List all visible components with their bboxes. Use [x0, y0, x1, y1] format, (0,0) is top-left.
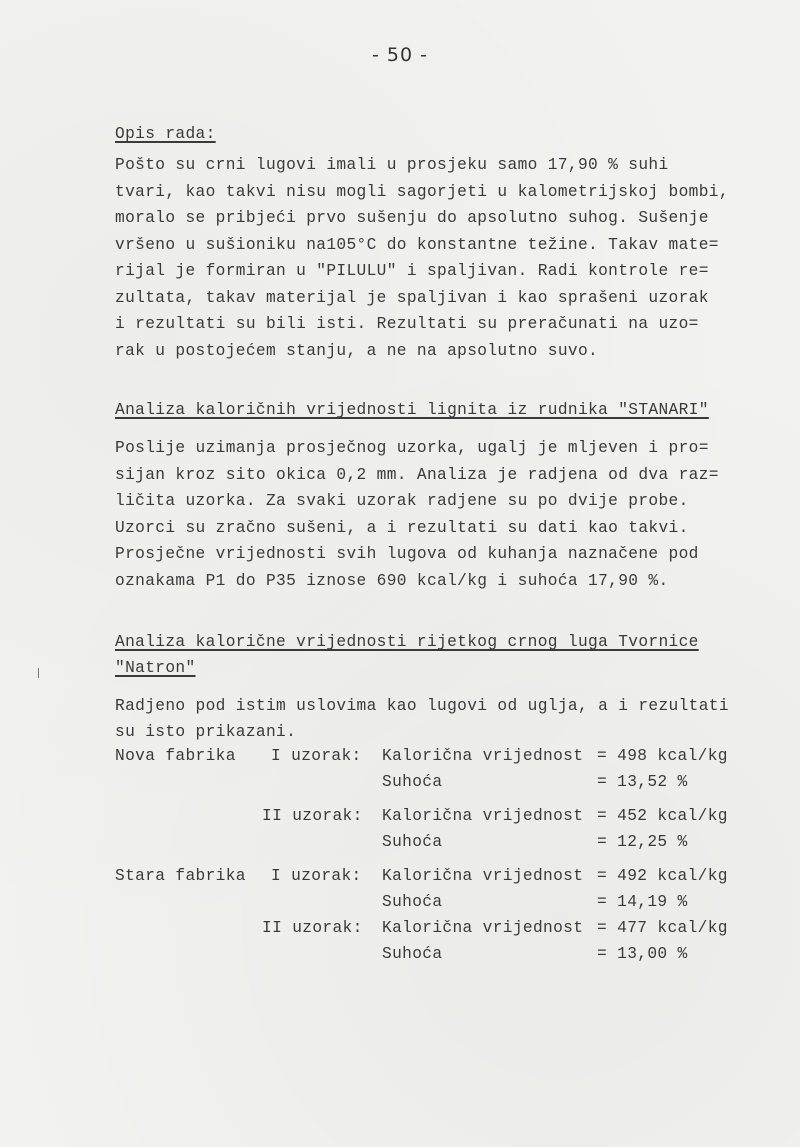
- paragraph-line: tvari, kao takvi nisu mogli sagorjeti u kalometrijskoj bombi,: [115, 183, 729, 201]
- margin-mark: [38, 668, 39, 678]
- paragraph-line: sijan kroz sito okica 0,2 mm. Analiza je radjena od dva raz=: [115, 466, 719, 484]
- factory-label: Nova fabrika: [115, 747, 236, 765]
- section-heading-opis-rada: Opis rada:: [115, 125, 216, 143]
- sample-label: I uzorak:: [271, 867, 362, 885]
- dryness-value: = 13,52 %: [597, 773, 688, 791]
- sample-label: II uzorak:: [262, 919, 363, 937]
- page-number: - 50 -: [372, 44, 428, 66]
- paragraph-line: Prosječne vrijednosti svih lugova od kuhanja naznačene pod: [115, 545, 699, 563]
- calorific-value: = 498 kcal/kg: [597, 747, 728, 765]
- paragraph-line: Pošto su crni lugovi imali u prosjeku samo 17,90 % suhi: [115, 156, 669, 174]
- section-heading-natron: Analiza kalorične vrijednosti rijetkog crnog luga Tvornice: [115, 633, 699, 651]
- paragraph-line: Poslije uzimanja prosječnog uzorka, ugalj je mljeven i pro=: [115, 439, 709, 457]
- calorific-label: Kalorična vrijednost: [382, 919, 584, 937]
- dryness-value: = 13,00 %: [597, 945, 688, 963]
- calorific-label: Kalorična vrijednost: [382, 867, 584, 885]
- paragraph-line: i rezultati su bili isti. Rezultati su preračunati na uzo=: [115, 315, 699, 333]
- dryness-value: = 14,19 %: [597, 893, 688, 911]
- factory-label: Stara fabrika: [115, 867, 246, 885]
- section-heading-stanari: Analiza kaloričnih vrijednosti lignita iz rudnika "STANARI": [115, 401, 709, 419]
- paragraph-line: zultata, takav materijal je spaljivan i kao sprašeni uzorak: [115, 289, 709, 307]
- paragraph-line: rak u postojećem stanju, a ne na apsolutno suvo.: [115, 342, 599, 360]
- paragraph-line: moralo se pribjeći prvo sušenju do apsolutno suhog. Sušenje: [115, 209, 709, 227]
- paragraph-line: oznakama P1 do P35 iznose 690 kcal/kg i suhoća 17,90 %.: [115, 572, 669, 590]
- calorific-value: = 452 kcal/kg: [597, 807, 728, 825]
- calorific-label: Kalorična vrijednost: [382, 747, 584, 765]
- calorific-value: = 477 kcal/kg: [597, 919, 728, 937]
- dryness-label: Suhoća: [382, 833, 443, 851]
- dryness-value: = 12,25 %: [597, 833, 688, 851]
- dryness-label: Suhoća: [382, 893, 443, 911]
- paragraph-line: Radjeno pod istim uslovima kao lugovi od uglja, a i rezultati: [115, 697, 729, 715]
- section-heading-natron-cont: "Natron": [115, 659, 196, 677]
- paragraph-line: vršeno u sušioniku na105°C do konstantne težine. Takav mate=: [115, 236, 719, 254]
- dryness-label: Suhoća: [382, 773, 443, 791]
- calorific-value: = 492 kcal/kg: [597, 867, 728, 885]
- dryness-label: Suhoća: [382, 945, 443, 963]
- calorific-label: Kalorična vrijednost: [382, 807, 584, 825]
- sample-label: II uzorak:: [262, 807, 363, 825]
- paragraph-line: su isto prikazani.: [115, 723, 297, 741]
- paragraph-line: rijal je formiran u "PILULU" i spaljivan. Radi kontrole re=: [115, 262, 709, 280]
- paragraph-line: ličita uzorka. Za svaki uzorak radjene su po dvije probe.: [115, 492, 689, 510]
- paragraph-line: Uzorci su zračno sušeni, a i rezultati su dati kao takvi.: [115, 519, 689, 537]
- sample-label: I uzorak:: [271, 747, 362, 765]
